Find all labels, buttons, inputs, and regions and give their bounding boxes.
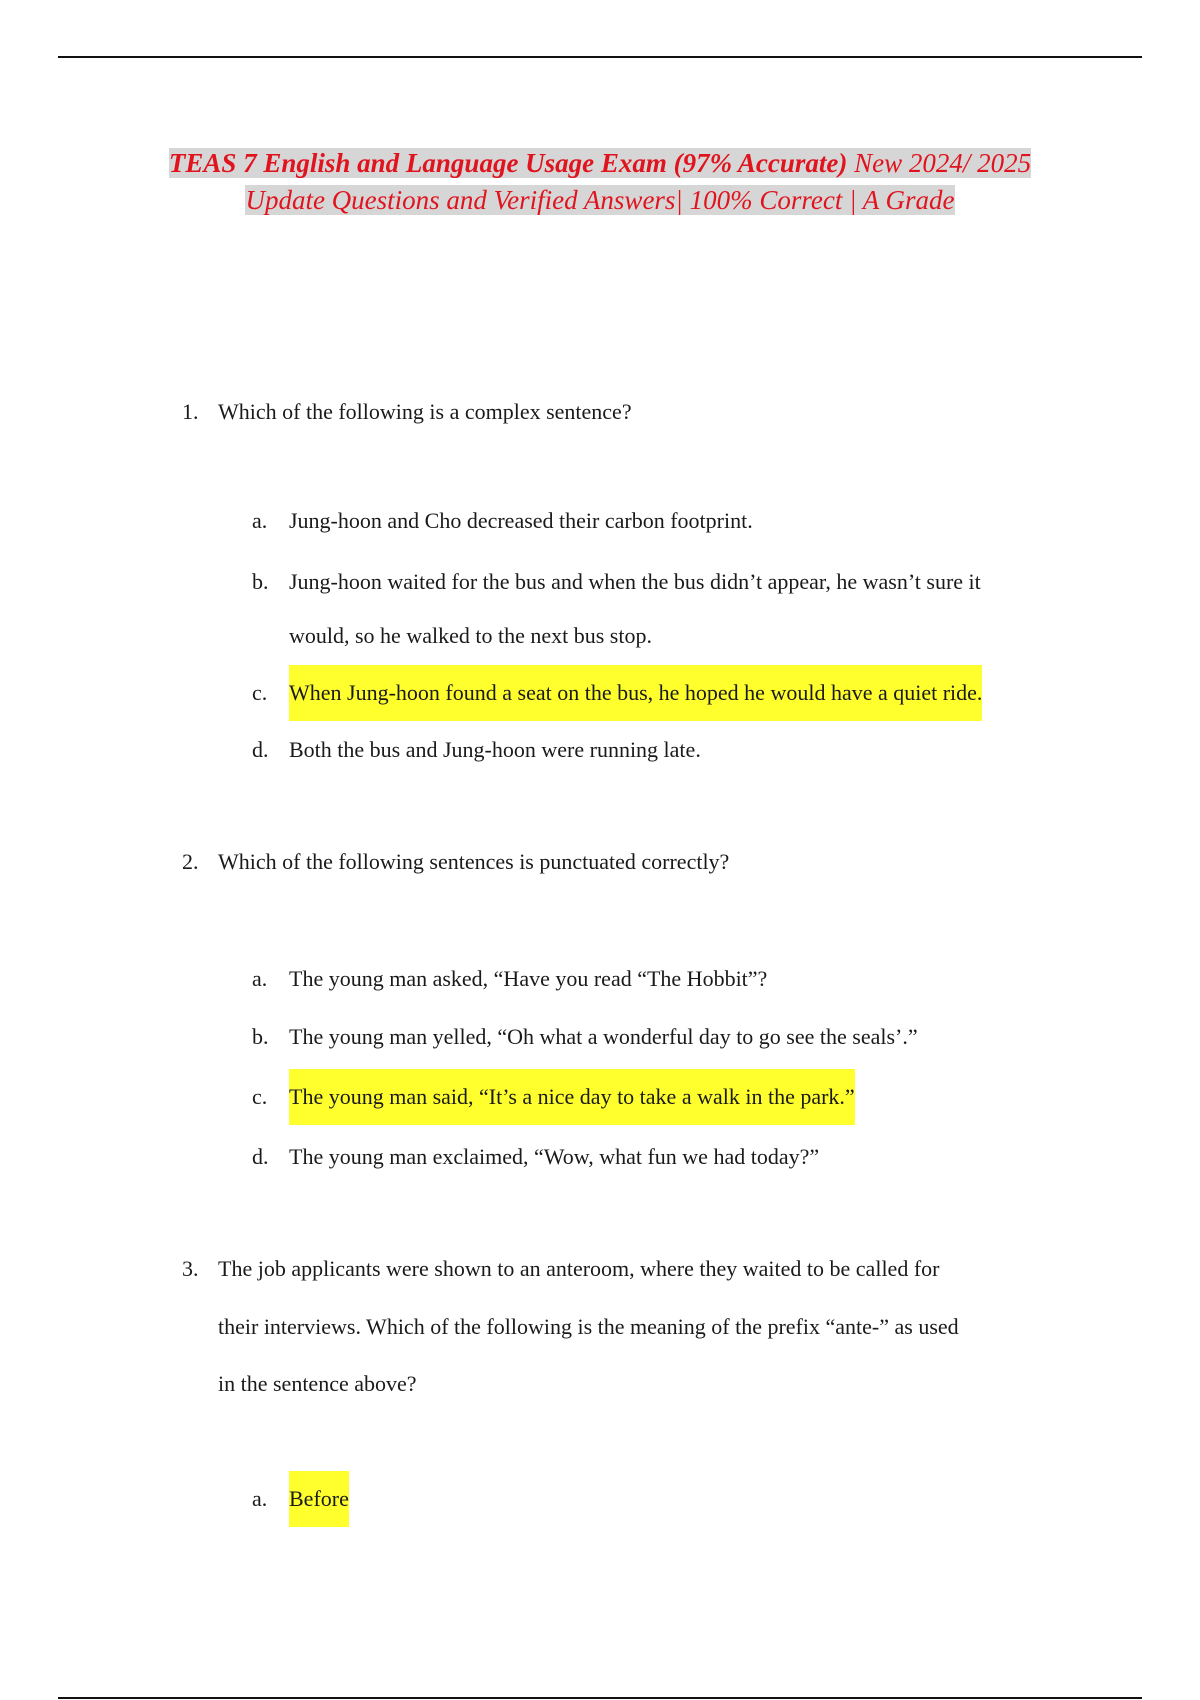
- option-text: Jung-hoon and Cho decreased their carbon footprint.: [289, 508, 753, 533]
- option-letter: a.: [252, 508, 268, 533]
- option-text-continued: would, so he walked to the next bus stop.: [289, 623, 652, 648]
- document-title: [0, 145, 1200, 219]
- option-letter: d.: [252, 737, 269, 762]
- option-text: The young man asked, “Have you read “The Hobbit”?: [289, 966, 768, 991]
- title-bold: TEAS 7 English and Language Usage Exam (97% Accurate): [168, 148, 848, 178]
- option-letter: b.: [252, 569, 269, 594]
- question-text-continued: in the sentence above?: [218, 1371, 417, 1396]
- question-text: Which of the following is a complex sentence?: [218, 399, 632, 424]
- question-text: The job applicants were shown to an anteroom, where they waited to be called for: [218, 1256, 940, 1281]
- title-line-1: [169, 148, 1031, 178]
- option-letter: a.: [252, 966, 268, 991]
- title-line-2: Update Questions and Verified Answers| 100% Correct | A Grade: [245, 185, 955, 215]
- option-letter: d.: [252, 1144, 269, 1169]
- option-text: Jung-hoon waited for the bus and when the bus didn’t appear, he wasn’t sure it: [289, 569, 981, 594]
- top-rule: [58, 56, 1142, 58]
- option-letter: b.: [252, 1024, 269, 1049]
- question-text: Which of the following sentences is punctuated correctly?: [218, 849, 730, 874]
- option-text: Both the bus and Jung-hoon were running late.: [289, 737, 701, 762]
- question-number: 3.: [182, 1256, 199, 1281]
- option-letter: c.: [252, 1084, 268, 1109]
- question-number: 1.: [182, 399, 199, 424]
- option-letter: a.: [252, 1486, 268, 1511]
- correct-answer-highlight: The young man said, “It’s a nice day to take a walk in the park.”: [289, 1069, 855, 1125]
- title-rest: New 2024/ 2025: [847, 148, 1032, 178]
- bottom-rule: [58, 1697, 1142, 1699]
- question-text-continued: their interviews. Which of the following is the meaning of the prefix “ante-” as used: [218, 1314, 959, 1339]
- question-number: 2.: [182, 849, 199, 874]
- option-letter: c.: [252, 680, 268, 705]
- option-text: The young man exclaimed, “Wow, what fun we had today?”: [289, 1144, 820, 1169]
- correct-answer-highlight: Before: [289, 1471, 349, 1527]
- correct-answer-highlight: When Jung-hoon found a seat on the bus, he hoped he would have a quiet ride.: [289, 665, 982, 721]
- option-text: The young man yelled, “Oh what a wonderful day to go see the seals’.”: [289, 1024, 918, 1049]
